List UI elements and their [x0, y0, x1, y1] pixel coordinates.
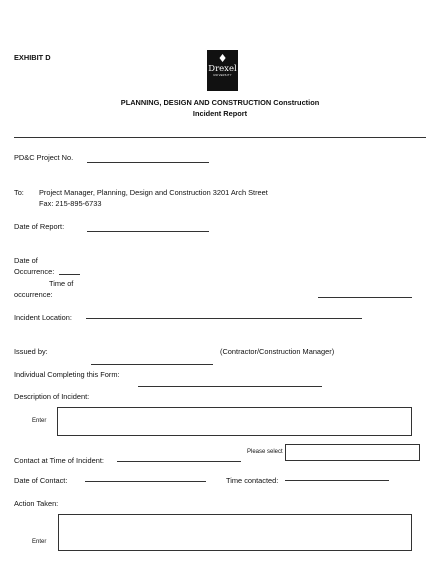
description-textarea[interactable] — [57, 407, 412, 436]
date-of-contact-label: Date of Contact: — [14, 476, 68, 485]
to-line1: Project Manager, Planning, Design and Construction 3201 Arch Street — [39, 188, 268, 197]
date-of-occurrence-field[interactable] — [59, 274, 80, 275]
header-divider — [14, 137, 426, 138]
to-label: To: — [14, 188, 24, 197]
logo-subtitle: UNIVERSITY — [213, 74, 232, 77]
page-title — [0, 98, 440, 107]
issued-by-label: Issued by: — [14, 347, 48, 356]
date-of-report-label: Date of Report: — [14, 222, 65, 231]
title-bold: PLANNING, DESIGN AND CONSTRUCTION — [120, 98, 272, 107]
incident-location-label: Incident Location: — [14, 313, 72, 322]
occurrence-lower-label: occurrence: — [14, 290, 53, 299]
action-taken-textarea[interactable] — [58, 514, 412, 551]
time-of-occurrence-field[interactable] — [318, 297, 412, 298]
time-contacted-field[interactable] — [285, 480, 389, 481]
incident-location-field[interactable] — [86, 318, 362, 319]
drexel-logo — [207, 50, 238, 91]
exhibit-label: EXHIBIT D — [14, 53, 51, 62]
page-subtitle: Incident Report — [192, 109, 248, 118]
individual-completing-field[interactable] — [138, 386, 322, 387]
time-contacted-label: Time contacted: — [226, 476, 279, 485]
logo-name: Drexel — [208, 64, 237, 74]
project-no-label: PD&C Project No. — [14, 153, 74, 162]
enter-label-1: Enter — [32, 418, 47, 424]
issued-by-field[interactable] — [91, 364, 213, 365]
please-select-label: Please select — [247, 449, 283, 455]
date-of-label: Date of — [14, 256, 38, 265]
time-of-label: Time of — [49, 279, 74, 288]
date-of-contact-field[interactable] — [85, 481, 206, 482]
contact-select[interactable] — [285, 444, 420, 461]
individual-completing-label: Individual Completing this Form: — [14, 370, 120, 379]
date-of-report-field[interactable] — [87, 231, 209, 232]
contact-at-time-label: Contact at Time of Incident: — [14, 456, 104, 465]
action-taken-label: Action Taken: — [14, 499, 59, 508]
to-line2: Fax: 215-895-6733 — [39, 199, 102, 208]
dragon-icon: ♦ — [217, 52, 228, 65]
contact-at-time-field[interactable] — [117, 461, 241, 462]
project-no-field[interactable] — [87, 162, 209, 163]
description-label: Description of Incident: — [14, 392, 90, 401]
contractor-manager-label: (Contractor/Construction Manager) — [220, 347, 335, 356]
occurrence-label: Occurrence: — [14, 267, 55, 276]
enter-label-2: Enter — [32, 539, 47, 545]
title-rest: Construction — [271, 98, 320, 107]
